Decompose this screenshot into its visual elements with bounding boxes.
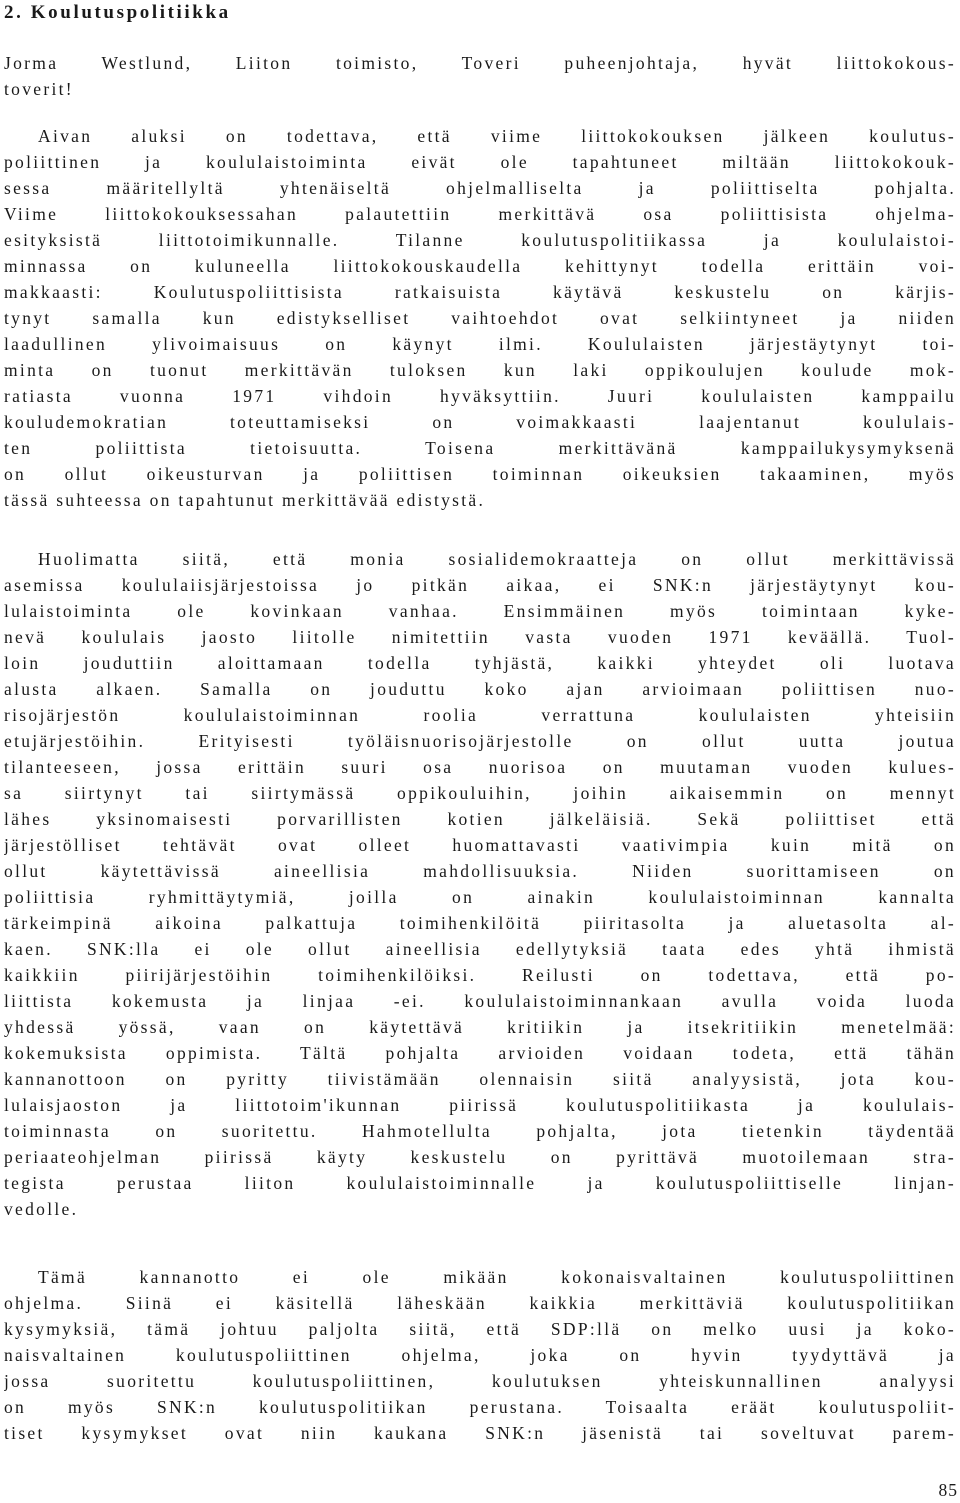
text-line: laadullinen ylivoimaisuus on käynyt ilmi. Koululaisten järjestäytynyt toi- [4, 334, 956, 354]
text-line: kysymyksiä, tämä johtuu paljolta siitä, että SDP:llä on melko uusi ja koko- [4, 1319, 956, 1339]
text-line: periaateohjelman piirissä käyty keskustelu on pyrittävä muotoilemaan stra- [4, 1147, 956, 1167]
paragraph-4 [4, 1264, 956, 1446]
text-line: kokemuksista oppimista. Tältä pohjalta arvioiden voidaan todeta, että tähän [4, 1043, 956, 1063]
section-heading: 2. Koulutuspolitiikka [4, 2, 231, 23]
text-line: kannanottoon on pyritty tiivistämään olennaisin siitä analyysistä, jota kou- [4, 1069, 956, 1089]
text-line: toverit! [4, 79, 74, 99]
text-line: tässä suhteessa on tapahtunut merkittävää edistystä. [4, 490, 486, 510]
text-line: on myös SNK:n koulutuspolitiikan perustana. Toisaalta eräät koulutuspoliit- [4, 1397, 956, 1417]
text-line: asemissa koululaiisjärjestoissa jo pitkän aikaa, ei SNK:n järjestäytynyt kou- [4, 575, 956, 595]
text-line: kaen. SNK:lla ei ole ollut aineellisia edellytyksiä taata edes yhtä ihmistä [4, 939, 956, 959]
text-line: makkaasti: Koulutuspoliittisista ratkaisuista käytävä keskustelu on kärjis- [4, 282, 956, 302]
text-line: minnassa on kuluneella liittokokouskaudella kehittynyt todella erittäin voi- [4, 256, 956, 276]
text-line: järjestölliset tehtävät ovat olleet huomattavasti vaativimpia kuin mitä on [4, 835, 956, 855]
paragraph-2 [4, 123, 956, 513]
text-line: tiset kysymykset ovat niin kaukana SNK:n jäsenistä tai soveltuvat parem- [4, 1423, 956, 1443]
text-line: naisvaltainen koulutuspoliittinen ohjelma, joka on hyvin tyydyttävä ja [4, 1345, 956, 1365]
text-line: Viime liittokokouksessahan palautettiin merkittävä osa poliittisista ohjelma- [4, 204, 956, 224]
page-number: 85 [938, 1480, 958, 1500]
text-line: on ollut oikeusturvan ja poliittisen toiminnan oikeuksien takaaminen, myös [4, 464, 956, 484]
text-line: vedolle. [4, 1199, 79, 1219]
text-line: Jorma Westlund, Liiton toimisto, Toveri puheenjohtaja, hyvät liittokokous- [4, 53, 956, 73]
text-line: loin jouduttiin aloittamaan todella tyhjästä, kaikki yhteydet oli luotava [4, 653, 956, 673]
text-line: jossa suoritettu koulutuspoliittinen, koulutuksen yhteiskunnallinen analyysi [4, 1371, 956, 1391]
text-line: Tämä kannanotto ei ole mikään kokonaisvaltainen koulutuspoliittinen [38, 1267, 956, 1287]
text-line: alusta alkaen. Samalla on jouduttu koko ajan arvioimaan poliittisen nuo- [4, 679, 956, 699]
text-line: yhdessä yössä, vaan on käytettävä kritiikin ja itsekritiikin menetelmää: [4, 1017, 956, 1037]
text-line: poliittisia ryhmittäytymiä, joilla on ainakin koululaistoiminnan kannalta [4, 887, 956, 907]
text-line: risojärjestön koululaistoiminnan roolia verrattuna koululaisten yhteisiin [4, 705, 956, 725]
text-line: tilanteeseen, jossa erittäin suuri osa nuorisoa on muutaman vuoden kulues- [4, 757, 956, 777]
text-line: kouludemokratian toteuttamiseksi on voimakkaasti laajentanut koululais- [4, 412, 956, 432]
text-line: sessa määritellyltä yhtenäiseltä ohjelmalliselta ja poliittiselta pohjalta. [4, 178, 956, 198]
text-line: minta on tuonut merkittävän tuloksen kun laki oppikoulujen koulude mok- [4, 360, 956, 380]
text-line: kaikkiin piirijärjestöihin toimihenkilöiksi. Reilusti on todettava, että po- [4, 965, 956, 985]
text-line: sa siirtynyt tai siirtymässä oppikouluihin, joihin aikaisemmin on mennyt [4, 783, 956, 803]
text-line: toiminnasta on suoritettu. Hahmotellulta pohjalta, jota tietenkin täydentää [4, 1121, 956, 1141]
text-line: ratiasta vuonna 1971 vihdoin hyväksyttiin. Juuri koululaisten kamppailu [4, 386, 956, 406]
paragraph-3 [4, 546, 956, 1222]
text-line: ollut käytettävissä aineellisia mahdollisuuksia. Niiden suorittamiseen on [4, 861, 956, 881]
text-line: Aivan aluksi on todettava, että viime liittokokouksen jälkeen koulutus- [38, 126, 956, 146]
text-line: lulaisjaoston ja liittotoim'ikunnan piirissä koulutuspolitiikasta ja koululais- [4, 1095, 956, 1115]
text-line: ohjelma. Siinä ei käsitellä läheskään kaikkia merkittäviä koulutuspolitiikan [4, 1293, 956, 1313]
text-line: nevä koululais jaosto liitolle nimitettiin vasta vuoden 1971 keväällä. Tuol- [4, 627, 956, 647]
text-line: etujärjestöihin. Erityisesti työläisnuorisojärjestolle on ollut uutta joutua [4, 731, 956, 751]
text-line: liittista kokemusta ja linjaa -ei. koululaistoiminnankaan avulla voida luoda [4, 991, 956, 1011]
text-line: Huolimatta siitä, että monia sosialidemokraatteja on ollut merkittävissä [38, 549, 956, 569]
text-line: tegista perustaa liiton koululaistoiminnalle ja koulutuspoliittiselle linjan- [4, 1173, 956, 1193]
text-line: poliittinen ja koululaistoiminta eivät ole tapahtuneet miltään liittokokouk- [4, 152, 956, 172]
text-line: lulaistoiminta ole kovinkaan vanhaa. Ensimmäinen myös toimintaan kyke- [4, 601, 956, 621]
text-line: lähes yksinomaisesti porvarillisten kotien jälkeläisiä. Sekä poliittiset että [4, 809, 956, 829]
text-line: tynyt samalla kun edistykselliset vaihtoehdot ovat selkiintyneet ja niiden [4, 308, 956, 328]
text-line: esityksistä liittotoimikunnalle. Tilanne koulutuspolitiikassa ja koululaistoi- [4, 230, 956, 250]
paragraph-1 [4, 50, 956, 102]
text-line: tärkeimpinä aikoina palkattuja toimihenkilöitä piiritasolta ja aluetasolta al- [4, 913, 956, 933]
text-line: ten poliittista tietoisuutta. Toisena merkittävänä kamppailukysymyksenä [4, 438, 956, 458]
